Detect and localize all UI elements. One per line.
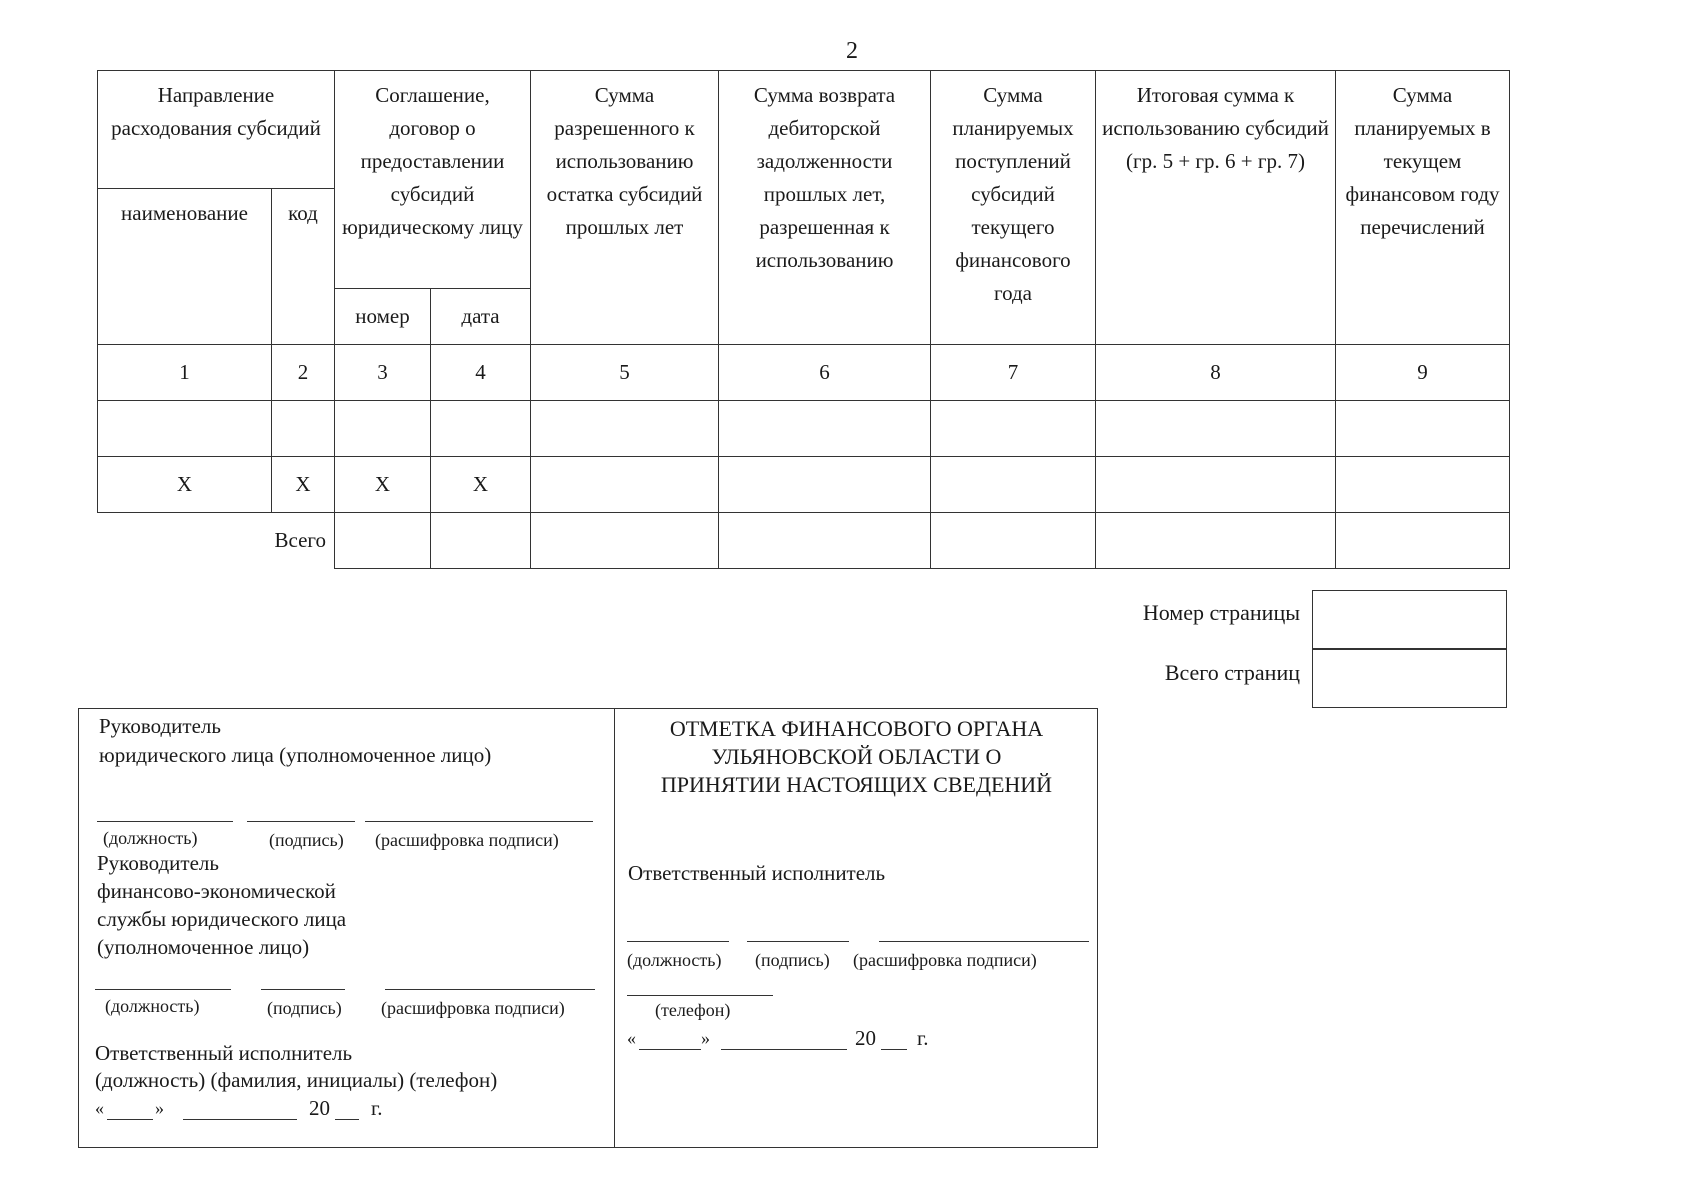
table-cell[interactable] — [719, 457, 931, 513]
right-position-caption: (должность) — [627, 950, 722, 970]
column-number: 4 — [431, 345, 531, 401]
total-pages-field[interactable] — [1312, 648, 1507, 708]
table-cell[interactable] — [531, 401, 719, 457]
head2-signature-line[interactable] — [261, 989, 345, 990]
table-cell[interactable] — [1336, 401, 1510, 457]
header-col6: Сумма возврата дебиторской задолженности прошлых лет, разрешенная к использованию — [719, 71, 931, 345]
right-date-year-suffix: г. — [917, 1026, 929, 1050]
column-number: 8 — [1096, 345, 1336, 401]
executor-fields: (должность) (фамилия, инициалы) (телефон) — [95, 1068, 498, 1092]
x-mark: X — [98, 457, 272, 513]
header-number: номер — [335, 289, 431, 345]
total-pages-label: Всего страниц — [1164, 660, 1300, 685]
head2-line1: Руководитель — [97, 851, 219, 875]
date-year-line[interactable] — [335, 1119, 359, 1120]
table-cell[interactable] — [272, 401, 335, 457]
table-cell[interactable] — [431, 513, 531, 569]
header-agreement-group: Соглашение, договор о предоставлении субсидий юридическому лицу — [335, 71, 531, 289]
date-day-line[interactable] — [107, 1119, 153, 1120]
column-number: 5 — [531, 345, 719, 401]
right-phone-caption: (телефон) — [655, 1000, 731, 1020]
right-signature-caption: (подпись) — [755, 950, 830, 970]
head1-signature-caption: (подпись) — [269, 830, 344, 850]
right-date-close-quote: » — [701, 1028, 710, 1048]
column-number: 6 — [719, 345, 931, 401]
header-col7: Сумма планируемых поступлений субсидий текущего финансового года — [931, 71, 1096, 345]
heading-line-1: ОТМЕТКА ФИНАНСОВОГО ОРГАНА — [669, 716, 1044, 741]
heading-line-3: ПРИНЯТИИ НАСТОЯЩИХ СВЕДЕНИЙ — [660, 772, 1053, 797]
table-cell[interactable] — [1336, 457, 1510, 513]
table-cell[interactable] — [335, 513, 431, 569]
column-number: 9 — [1336, 345, 1510, 401]
block-divider — [614, 709, 615, 1147]
table-cell[interactable] — [719, 401, 931, 457]
finance-body-mark-heading — [619, 715, 1094, 799]
head1-decoding-line[interactable] — [365, 821, 593, 822]
column-number: 7 — [931, 345, 1096, 401]
table-cell[interactable] — [98, 401, 272, 457]
right-executor-label: Ответственный исполнитель — [628, 861, 886, 885]
header-col8-title: Итоговая сумма к использованию субсидий — [1102, 83, 1329, 140]
signature-block — [78, 708, 1098, 1148]
table-cell[interactable] — [1096, 457, 1336, 513]
header-direction-group: Направление расходования субсидий — [98, 71, 335, 189]
column-number: 2 — [272, 345, 335, 401]
right-date-year-prefix: 20 — [855, 1026, 876, 1050]
table-cell[interactable] — [931, 513, 1096, 569]
total-label: Всего — [274, 528, 326, 553]
header-col5: Сумма разрешенного к использованию остатка субсидий прошлых лет — [531, 71, 719, 345]
right-date-month-line[interactable] — [721, 1049, 847, 1050]
head1-subtitle: юридического лица (уполномоченное лицо) — [99, 743, 492, 767]
right-phone-line[interactable] — [627, 995, 773, 996]
date-year-suffix: г. — [371, 1096, 383, 1120]
head1-position-line[interactable] — [97, 821, 233, 822]
head1-decoding-caption: (расшифровка подписи) — [375, 830, 559, 850]
table-cell[interactable] — [1096, 401, 1336, 457]
right-date-year-line[interactable] — [881, 1049, 907, 1050]
table-cell[interactable] — [931, 401, 1096, 457]
heading-line-2: УЛЬЯНОВСКОЙ ОБЛАСТИ О — [711, 744, 1002, 769]
table-cell[interactable] — [431, 401, 531, 457]
head1-title: Руководитель — [99, 714, 221, 738]
head2-decoding-caption: (расшифровка подписи) — [381, 998, 565, 1018]
right-date-open-quote: « — [627, 1028, 636, 1048]
header-col9: Сумма планируемых в текущем финансовом году перечислений — [1336, 71, 1510, 345]
x-mark: X — [335, 457, 431, 513]
table-row — [98, 457, 1510, 513]
head1-position-caption: (должность) — [103, 828, 198, 848]
right-position-line[interactable] — [627, 941, 729, 942]
date-year-prefix: 20 — [309, 1096, 330, 1120]
head2-position-caption: (должность) — [105, 996, 200, 1016]
table-total-row — [98, 513, 1510, 569]
right-date-day-line[interactable] — [639, 1049, 701, 1050]
x-mark: X — [272, 457, 335, 513]
header-date: дата — [431, 289, 531, 345]
right-decoding-line[interactable] — [879, 941, 1089, 942]
table-row — [98, 401, 1510, 457]
date-close-quote: » — [155, 1098, 164, 1118]
header-code: код — [272, 189, 335, 345]
table-cell[interactable] — [335, 401, 431, 457]
head2-decoding-line[interactable] — [385, 989, 595, 990]
date-open-quote: « — [95, 1098, 104, 1118]
date-month-line[interactable] — [183, 1119, 297, 1120]
table-cell[interactable] — [1096, 513, 1336, 569]
subsidy-table — [97, 70, 1510, 569]
head2-line3: службы юридического лица — [97, 907, 347, 931]
table-cell[interactable] — [719, 513, 931, 569]
page-number-label: Номер страницы — [1142, 600, 1300, 625]
head1-signature-line[interactable] — [247, 821, 355, 822]
table-cell[interactable] — [1336, 513, 1510, 569]
head2-line4: (уполномоченное лицо) — [97, 935, 310, 959]
column-number: 3 — [335, 345, 431, 401]
page-number: 2 — [846, 38, 858, 64]
header-name: наименование — [98, 189, 272, 345]
column-number: 1 — [98, 345, 272, 401]
right-decoding-caption: (расшифровка подписи) — [853, 950, 1037, 970]
table-cell[interactable] — [931, 457, 1096, 513]
executor-label: Ответственный исполнитель — [95, 1041, 353, 1065]
header-col8 — [1096, 71, 1336, 345]
table-cell[interactable] — [531, 513, 719, 569]
head2-signature-caption: (подпись) — [267, 998, 342, 1018]
table-cell[interactable] — [531, 457, 719, 513]
page-number-field[interactable] — [1312, 590, 1507, 650]
head2-line2: финансово-экономической — [97, 879, 336, 903]
x-mark: X — [431, 457, 531, 513]
head2-position-line[interactable] — [95, 989, 231, 990]
header-col8-formula: (гр. 5 + гр. 6 + гр. 7) — [1125, 149, 1305, 173]
right-signature-line[interactable] — [747, 941, 849, 942]
